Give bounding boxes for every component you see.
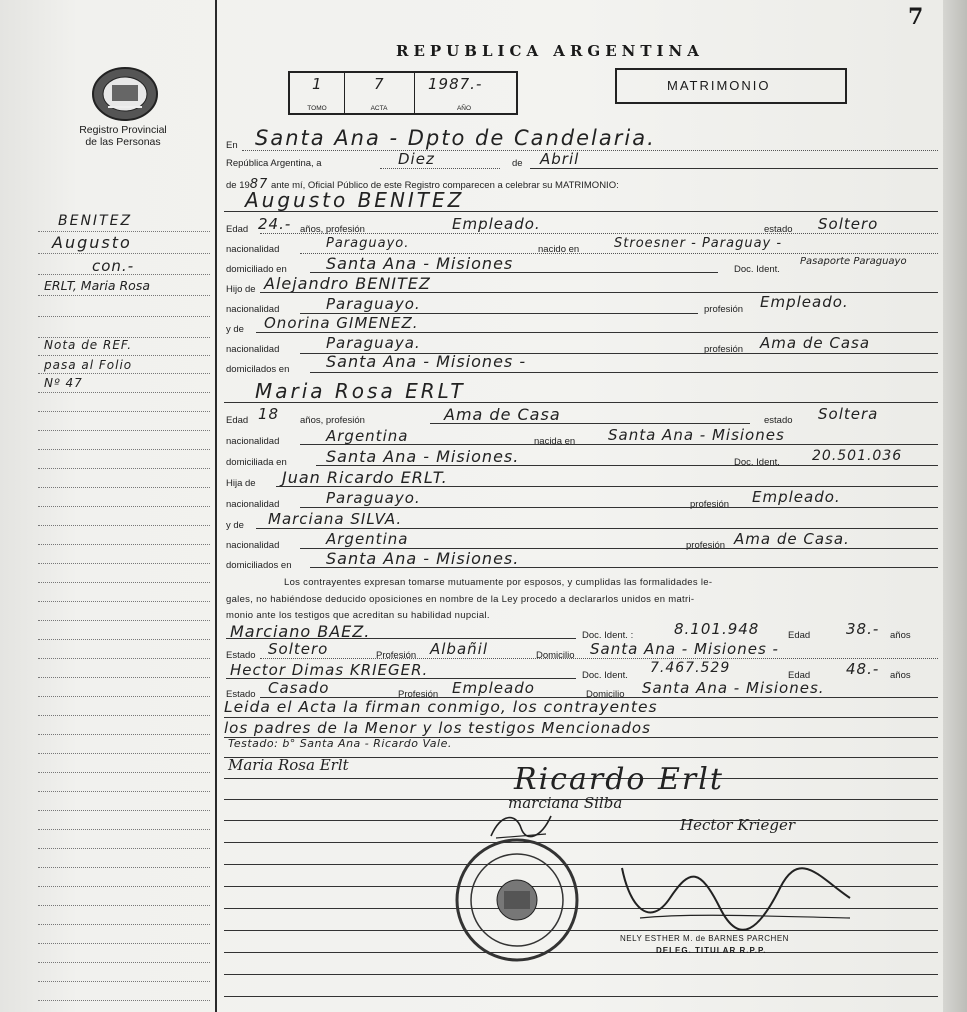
groom-age: 24.- [258, 215, 292, 233]
acta-cell [344, 73, 415, 113]
groom-status: Soltero [818, 215, 879, 233]
nacionalidad-label-2: nacionalidad [226, 304, 280, 315]
witness-edad-label-2: Edad [788, 670, 811, 681]
profesion-label-2: profesión [704, 344, 744, 355]
signature-ricardo-erlt: Ricardo Erlt [514, 762, 724, 797]
republica-label: República Argentina, a [226, 158, 322, 169]
witness1-domicile: Santa Ana - Misiones - [590, 640, 779, 658]
groom-nationality: Paraguayo. [326, 236, 410, 251]
edad-label-2: Edad [226, 415, 249, 426]
tomo-value: 1 [312, 75, 323, 93]
witness-estado-label-2: Estado [226, 689, 256, 700]
bride-mother-profession: Ama de Casa. [734, 530, 850, 548]
witness-profesion-label: Profesión [376, 650, 417, 661]
declaration-intro: ante mí, Oficial Público de este Registro comparecen a celebrar su MATRIMONIO: [270, 180, 619, 191]
witness2-profession: Empleado [452, 679, 535, 697]
bride-profession: Ama de Casa [444, 405, 561, 424]
ano-cell [414, 73, 514, 113]
witness-domicilio-label-2: Domicilio [586, 689, 625, 700]
bride-domicile: Santa Ana - Misiones. [326, 447, 520, 466]
witness-doc-label: Doc. Ident. : [582, 630, 634, 641]
witness-profesion-label-2: Profesión [398, 689, 439, 700]
groom-name: Augusto BENITEZ [245, 188, 465, 212]
anos-profesion-label-2: años, profesión [300, 415, 365, 426]
bride-father-profession: Empleado. [752, 488, 841, 506]
nacionalidad-label: nacionalidad [226, 244, 280, 255]
closing-line-2: los padres de la Menor y los testigos Mencionados [224, 719, 651, 737]
margin-note-ref: Nota de REF. [44, 338, 133, 352]
margin-note-bride: ERLT, Maria Rosa [44, 278, 150, 293]
official-round-stamp-icon [452, 836, 582, 964]
margin-note-folio: pasa al Folio [44, 358, 133, 372]
bride-birthplace: Santa Ana - Misiones [608, 426, 785, 444]
year-value: 87 [249, 177, 269, 192]
witness-anos-label-2: años [890, 670, 911, 681]
en-label: En [226, 140, 238, 151]
nacionalidad-label-4: nacionalidad [226, 436, 280, 447]
profesion-label: profesión [704, 304, 744, 315]
nacido-label: nacido en [538, 244, 580, 255]
groom-father: Alejandro BENITEZ [264, 274, 431, 293]
declaration-line-1: Los contrayentes expresan tomarse mutuamente por esposos, y cumplidas las formalidades le- [284, 577, 713, 588]
bride-nationality: Argentina [326, 427, 409, 445]
year-prefix: de 19 [226, 180, 250, 191]
profesion-label-4: profesión [686, 540, 726, 551]
de-label: de [512, 158, 523, 169]
witness2-doc: 7.467.529 [650, 660, 731, 676]
page-number: 7 [908, 4, 924, 30]
witness2-status: Casado [268, 679, 330, 697]
declaration-line-3: monio ante los testigos que acreditan su habilidad nupcial. [226, 610, 490, 621]
domiciliados-label-2: domiciliados en [226, 560, 292, 571]
declaration-line-2: gales, no habiéndose deducido oposiciones en nombre de la Ley procedo a declararlos unidos en matri- [226, 594, 695, 605]
month-value: Abril [540, 150, 580, 168]
witness-estado-label: Estado [226, 650, 256, 661]
witness1-age: 38.- [846, 620, 880, 638]
registry-seal-logo [90, 65, 160, 123]
witness-anos-label: años [890, 630, 911, 641]
witness1-status: Soltero [268, 640, 329, 658]
margin-divider [215, 0, 217, 1012]
bride-age: 18 [258, 405, 280, 423]
nacionalidad-label-3: nacionalidad [226, 344, 280, 355]
nacionalidad-label-5: nacionalidad [226, 499, 280, 510]
country-title: REPUBLICA ARGENTINA [396, 42, 704, 60]
domiciliados-label: domicilados en [226, 364, 290, 375]
page-edge [943, 0, 967, 1012]
groom-doc: Pasaporte Paraguayo [800, 256, 907, 267]
nacida-label: nacida en [534, 436, 576, 447]
acta-label: ACTA [370, 105, 388, 112]
groom-domicile: Santa Ana - Misiones [326, 254, 514, 273]
nacionalidad-label-6: nacionalidad [226, 540, 280, 551]
witness1-profession: Albañil [430, 640, 488, 658]
bride-father: Juan Ricardo ERLT. [282, 468, 448, 487]
bride-name: Maria Rosa ERLT [255, 379, 466, 403]
hija-label: Hija de [226, 478, 256, 489]
acta-value: 7 [374, 75, 385, 93]
act-type: MATRIMONIO [667, 78, 771, 93]
signature-hector-krieger: Hector Krieger [680, 816, 796, 834]
bride-father-nationality: Paraguayo. [326, 489, 421, 507]
place-value: Santa Ana - Dpto de Candelaria. [255, 126, 656, 150]
witness-doc-label-2: Doc. Ident. [582, 670, 628, 681]
witness1-doc: 8.101.948 [674, 620, 760, 638]
groom-mother-profession: Ama de Casa [760, 334, 871, 352]
witness1-name: Marciano BAEZ. [230, 622, 371, 641]
groom-father-profession: Empleado. [760, 293, 849, 311]
closing-line-1: Leida el Acta la firman conmigo, los contrayentes [224, 698, 658, 716]
bride-doc: 20.501.036 [812, 448, 903, 464]
margin-note-name: Augusto [52, 233, 132, 252]
tomo-label: TOMO [307, 105, 327, 112]
witness-domicilio-label: Domicilio [536, 650, 575, 661]
tomo-cell [290, 73, 345, 113]
domiciliada-label: domiciliada en [226, 457, 287, 468]
doc-label: Doc. Ident. [734, 264, 780, 275]
profesion-label-3: profesión [690, 499, 730, 510]
tomo-acta-ano-box [288, 71, 518, 115]
witness-edad-label: Edad [788, 630, 811, 641]
domicilio-label: domiciliado en [226, 264, 287, 275]
witness2-name: Hector Dimas KRIEGER. [230, 661, 429, 679]
margin-note-surname: BENITEZ [58, 213, 133, 229]
ano-label: AÑO [456, 105, 472, 112]
official-title: DELEG. TITULAR R.P.P. [656, 946, 767, 955]
official-name: NELY ESTHER M. de BARNES PARCHEN [620, 934, 789, 943]
witness2-age: 48.- [846, 660, 880, 678]
day-value: Diez [398, 150, 435, 168]
estado-label: estado [764, 224, 793, 235]
y-de-label: y de [226, 324, 244, 335]
doc-label-2: Doc. Ident. [734, 457, 780, 468]
witness2-domicile: Santa Ana - Misiones. [642, 679, 825, 697]
signature-bride: Maria Rosa Erlt [228, 756, 349, 774]
official-signature-icon [610, 858, 860, 938]
signature-marciana-silba: marciana Silba [508, 794, 623, 812]
bride-parents-domicile: Santa Ana - Misiones. [326, 549, 520, 568]
groom-profession: Empleado. [452, 215, 541, 233]
edad-label: Edad [226, 224, 249, 235]
act-type-box [615, 68, 847, 104]
groom-birthplace: Stroesner - Paraguay - [614, 236, 783, 251]
groom-father-nationality: Paraguayo. [326, 295, 421, 313]
anos-profesion-label: años, profesión [300, 224, 365, 235]
groom-mother: Onorina GIMENEZ. [264, 314, 419, 332]
groom-mother-nationality: Paraguaya. [326, 334, 421, 352]
estado-label-2: estado [764, 415, 793, 426]
registry-name: Registro Provincial de las Personas [79, 124, 167, 148]
ano-value: 1987.- [428, 75, 483, 93]
margin-note-number: Nº 47 [44, 376, 83, 390]
hijo-label: Hijo de [226, 284, 256, 295]
y-de-label-2: y de [226, 520, 244, 531]
groom-parents-domicile: Santa Ana - Misiones - [326, 352, 527, 371]
bride-mother: Marciana SILVA. [268, 510, 403, 528]
bride-mother-nationality: Argentina [326, 530, 409, 548]
testado-line: Testado: b° Santa Ana - Ricardo Vale. [228, 737, 452, 750]
margin-note-con: con.- [92, 257, 135, 275]
bride-status: Soltera [818, 405, 879, 423]
